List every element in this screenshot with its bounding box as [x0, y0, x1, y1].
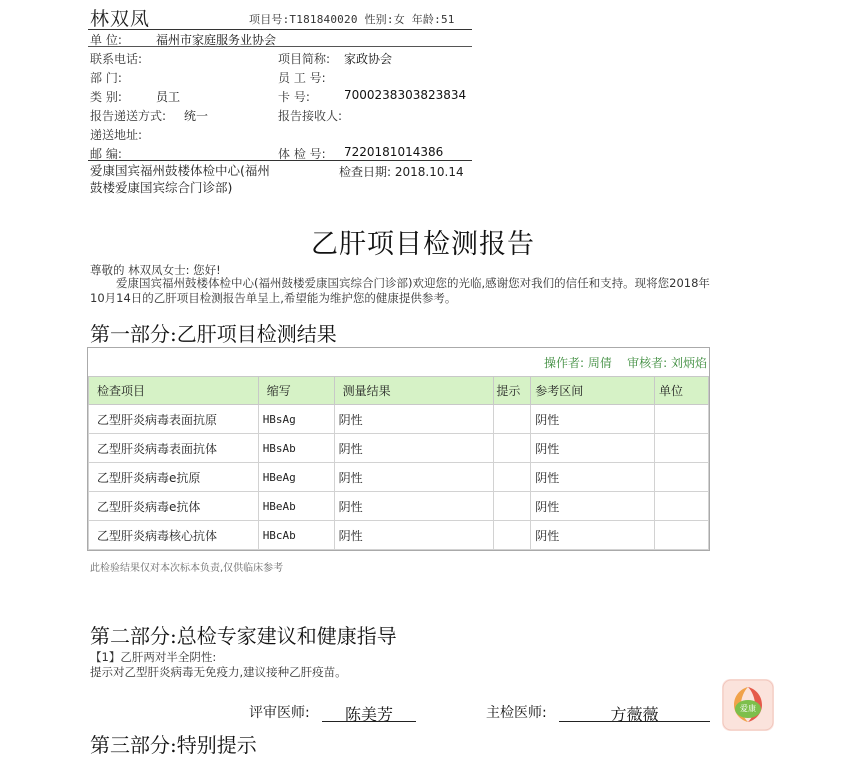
cell-unit	[655, 521, 709, 550]
header-abbr: 缩写	[258, 377, 334, 405]
brand-logo	[722, 679, 774, 731]
chief-doctor-signature: 方薇薇	[610, 705, 659, 724]
table-row	[89, 434, 709, 463]
employee-no-label: 员 工 号:	[278, 71, 326, 85]
header-result: 测量结果	[334, 377, 494, 405]
exam-no-label: 体 检 号:	[278, 147, 326, 161]
reviewer-label: 审核者:	[627, 356, 668, 370]
delivery-value: 统一	[184, 109, 209, 123]
cell-unit	[655, 405, 709, 434]
cell-abbr: HBsAb	[258, 434, 334, 463]
cell-unit	[655, 492, 709, 521]
cell-unit	[655, 463, 709, 492]
report-title: 乙肝项目检测报告	[311, 229, 535, 260]
unit-label: 单 位:	[90, 33, 122, 47]
delivery-label: 报告递送方式:	[90, 109, 167, 123]
cell-result: 阴性	[334, 405, 494, 434]
cell-abbr: HBsAg	[258, 405, 334, 434]
receiver-label: 报告接收人:	[278, 109, 343, 123]
section3-title: 第三部分:特别提示	[90, 733, 257, 757]
project-abbr-value: 家政协会	[344, 52, 393, 66]
cell-item: 乙型肝炎病毒e抗原	[89, 463, 259, 492]
cell-reference: 阴性	[531, 521, 655, 550]
unit-divider	[88, 46, 472, 47]
cell-abbr: HBeAg	[258, 463, 334, 492]
operator-name: 周倩	[587, 356, 612, 370]
advice-body: 提示对乙型肝炎病毒无免疫力,建议接种乙肝疫苗。	[90, 665, 347, 679]
cell-reference: 阴性	[531, 463, 655, 492]
cell-reference: 阴性	[531, 492, 655, 521]
exam-no-value: 7220181014386	[344, 145, 444, 159]
cell-result: 阴性	[334, 463, 494, 492]
section2-title: 第二部分:总检专家建议和健康指导	[90, 624, 397, 648]
address-label: 递送地址:	[90, 128, 143, 142]
cell-unit	[655, 434, 709, 463]
result-table-container	[87, 347, 710, 551]
chief-doctor-line	[559, 721, 710, 722]
cell-hint	[494, 434, 531, 463]
category-label: 类 别:	[90, 90, 122, 104]
table-row	[89, 463, 709, 492]
cell-result: 阴性	[334, 434, 494, 463]
check-date	[339, 163, 464, 180]
table-row	[89, 405, 709, 434]
card-value: 7000238303823834	[344, 88, 467, 102]
disclaimer-note: 此检验结果仅对本次标本负责,仅供临床参考	[90, 563, 284, 574]
cell-reference: 阴性	[531, 405, 655, 434]
chief-doctor-label: 主检医师:	[486, 705, 547, 721]
unit-value: 福州市家庭服务业协会	[156, 33, 277, 47]
check-date-label: 检查日期:	[339, 165, 392, 179]
cell-hint	[494, 521, 531, 550]
info-bottom-divider	[88, 160, 472, 161]
intro-paragraph: 爱康国宾福州鼓楼体检中心(福州鼓楼爱康国宾综合门诊部)欢迎您的光临,感谢您对我们的信任和支持。现将您2018年10月14日的乙肝项目检测报告单呈上,希望能为维护您的健康提供参考。	[90, 276, 710, 305]
header-item: 检查项目	[89, 377, 259, 405]
medical-center-name: 爱康国宾福州鼓楼体检中心(福州鼓楼爱康国宾综合门诊部)	[90, 163, 270, 195]
cell-item: 乙型肝炎病毒表面抗原	[89, 405, 259, 434]
cell-item: 乙型肝炎病毒e抗体	[89, 492, 259, 521]
reviewer-name: 刘炳焰	[670, 356, 707, 370]
phone-label: 联系电话:	[90, 52, 143, 66]
cell-hint	[494, 405, 531, 434]
cell-reference: 阴性	[531, 434, 655, 463]
project-info: 项目号:T181840020 性别:女 年龄:51	[249, 13, 455, 26]
cell-result: 阴性	[334, 521, 494, 550]
header-reference: 参考区间	[531, 377, 655, 405]
result-table	[88, 376, 709, 550]
patient-name: 林双凤	[90, 8, 151, 30]
card-label: 卡 号:	[278, 90, 310, 104]
reviewing-doctor-signature: 陈美芳	[344, 705, 393, 724]
reviewing-doctor-label: 评审医师:	[249, 705, 310, 721]
cell-item: 乙型肝炎病毒核心抗体	[89, 521, 259, 550]
category-value: 员工	[156, 90, 181, 104]
table-row	[89, 492, 709, 521]
operator-label: 操作者:	[543, 356, 584, 370]
table-header-row	[89, 377, 709, 405]
cell-abbr: HBcAb	[258, 521, 334, 550]
logo-text: 爱康	[740, 704, 756, 713]
cell-result: 阴性	[334, 492, 494, 521]
reviewing-doctor-line	[322, 721, 416, 722]
cell-hint	[494, 463, 531, 492]
check-date-value: 2018.10.14	[394, 165, 464, 179]
cell-item: 乙型肝炎病毒表面抗体	[89, 434, 259, 463]
header-unit: 单位	[655, 377, 709, 405]
header-divider	[88, 29, 472, 30]
cell-abbr: HBeAb	[258, 492, 334, 521]
project-abbr-label: 项目简称:	[278, 52, 331, 66]
section1-title: 第一部分:乙肝项目检测结果	[90, 322, 337, 346]
header-hint: 提示	[494, 377, 531, 405]
operator-line	[544, 354, 707, 371]
table-row	[89, 521, 709, 550]
cell-hint	[494, 492, 531, 521]
postcode-label: 邮 编:	[90, 147, 122, 161]
advice-heading: 【1】乙肝两对半全阴性:	[90, 650, 217, 664]
greeting: 尊敬的 林双凤女士: 您好!	[90, 263, 221, 277]
dept-label: 部 门:	[90, 71, 122, 85]
